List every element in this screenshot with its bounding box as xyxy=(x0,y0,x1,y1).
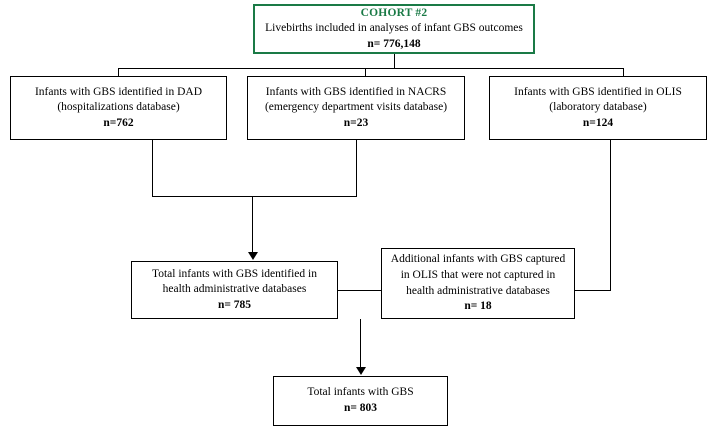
connector-final-stem xyxy=(360,319,361,371)
connector-merge-bar xyxy=(152,196,357,197)
additional-olis-count: n= 18 xyxy=(464,300,492,313)
connector-admin-to-additional xyxy=(338,290,381,291)
additional-olis-line-3: health administrative databases xyxy=(406,284,550,297)
node-additional-olis xyxy=(381,248,575,319)
arrow-to-total xyxy=(356,367,366,375)
node-olis xyxy=(489,76,707,140)
node-total xyxy=(273,376,448,426)
total-count: n= 803 xyxy=(343,402,378,414)
connector-dad-down xyxy=(152,140,153,196)
dad-line-2: (hospitalizations database) xyxy=(57,101,180,114)
olis-count: n=124 xyxy=(582,116,614,129)
cohort-count: n= 776,148 xyxy=(367,37,421,50)
connector-top-bar xyxy=(118,68,623,69)
nacrs-line-2: (emergency department visits database) xyxy=(264,101,448,114)
dad-count: n=762 xyxy=(103,116,134,129)
connector-merge-stem xyxy=(252,196,253,252)
connector-olis-down xyxy=(610,140,611,290)
olis-line-2: (laboratory database) xyxy=(549,101,647,114)
cohort-tag: COHORT #2 xyxy=(360,6,428,19)
nacrs-count: n=23 xyxy=(343,116,369,129)
node-dad xyxy=(10,76,227,140)
additional-olis-line-2: in OLIS that were not captured in xyxy=(400,268,556,281)
olis-line-1: Infants with GBS identified in OLIS xyxy=(514,85,682,98)
total-line-1: Total infants with GBS xyxy=(307,386,414,399)
arrow-to-admin-total xyxy=(248,252,258,260)
node-cohort-2 xyxy=(253,4,535,54)
additional-olis-line-1: Additional infants with GBS captured xyxy=(390,253,566,266)
cohort-description: Livebirths included in analyses of infant GBS outcomes xyxy=(265,22,523,35)
admin-total-line-1: Total infants with GBS identified in xyxy=(152,267,317,280)
connector-drop-nacrs xyxy=(365,68,366,76)
connector-nacrs-down xyxy=(356,140,357,196)
connector-drop-dad xyxy=(118,68,119,76)
nacrs-line-1: Infants with GBS identified in NACRS xyxy=(265,85,447,98)
node-admin-total xyxy=(131,261,338,319)
dad-line-1: Infants with GBS identified in DAD xyxy=(34,85,203,98)
admin-total-count: n= 785 xyxy=(217,298,252,311)
node-nacrs xyxy=(247,76,465,140)
connector-drop-olis xyxy=(623,68,624,76)
connector-cohort-stem xyxy=(394,54,395,68)
connector-olis-to-additional xyxy=(575,290,611,291)
admin-total-line-2: health administrative databases xyxy=(162,283,307,296)
